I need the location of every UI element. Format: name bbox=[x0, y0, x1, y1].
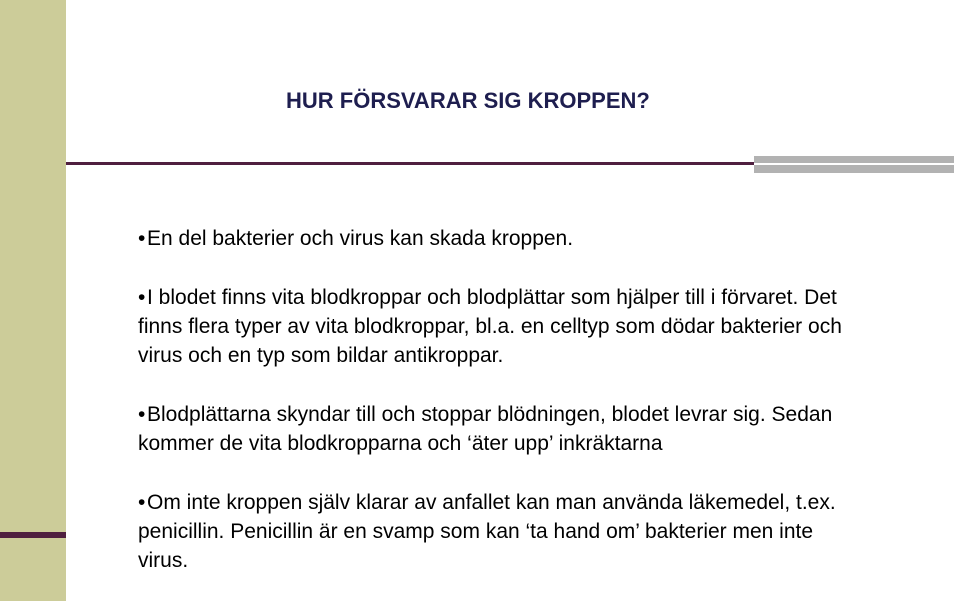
bullet-item bbox=[138, 488, 858, 575]
bullet-list bbox=[138, 224, 858, 601]
side-accent-bar bbox=[0, 532, 66, 538]
bullet-point-icon: • bbox=[138, 491, 146, 514]
bullet-point-icon: • bbox=[138, 227, 146, 250]
bullet-text: Blodplättarna skyndar till och stoppar blödningen, blodet levrar sig. Sedan kommer de vita blodkropparna och ‘äter upp’ inkräktarna bbox=[138, 403, 833, 455]
bullet-text: Om inte kroppen själv klarar av anfallet kan man använda läkemedel, t.ex. penicillin. Penicillin är en svamp som kan ‘ta hand om’ bakterier men inte virus. bbox=[138, 491, 836, 572]
bullet-point-icon: • bbox=[138, 286, 146, 309]
slide-title: HUR FÖRSVARAR SIG KROPPEN? bbox=[286, 88, 650, 113]
bullet-text: En del bakterier och virus kan skada kroppen. bbox=[147, 227, 574, 250]
bullet-text: I blodet finns vita blodkroppar och blodplättar som hjälper till i förvaret. Det finns flera typer av vita blodkroppar, bl.a. en celltyp som dödar bakterier och virus och en typ som bildar antikroppar. bbox=[138, 286, 842, 367]
bullet-item bbox=[138, 283, 858, 370]
title-divider-gray-bar bbox=[754, 156, 954, 173]
title-divider-line bbox=[66, 162, 756, 165]
bullet-item bbox=[138, 224, 858, 253]
side-decoration-band bbox=[0, 0, 66, 601]
bullet-item bbox=[138, 400, 858, 458]
bullet-point-icon: • bbox=[138, 403, 146, 426]
